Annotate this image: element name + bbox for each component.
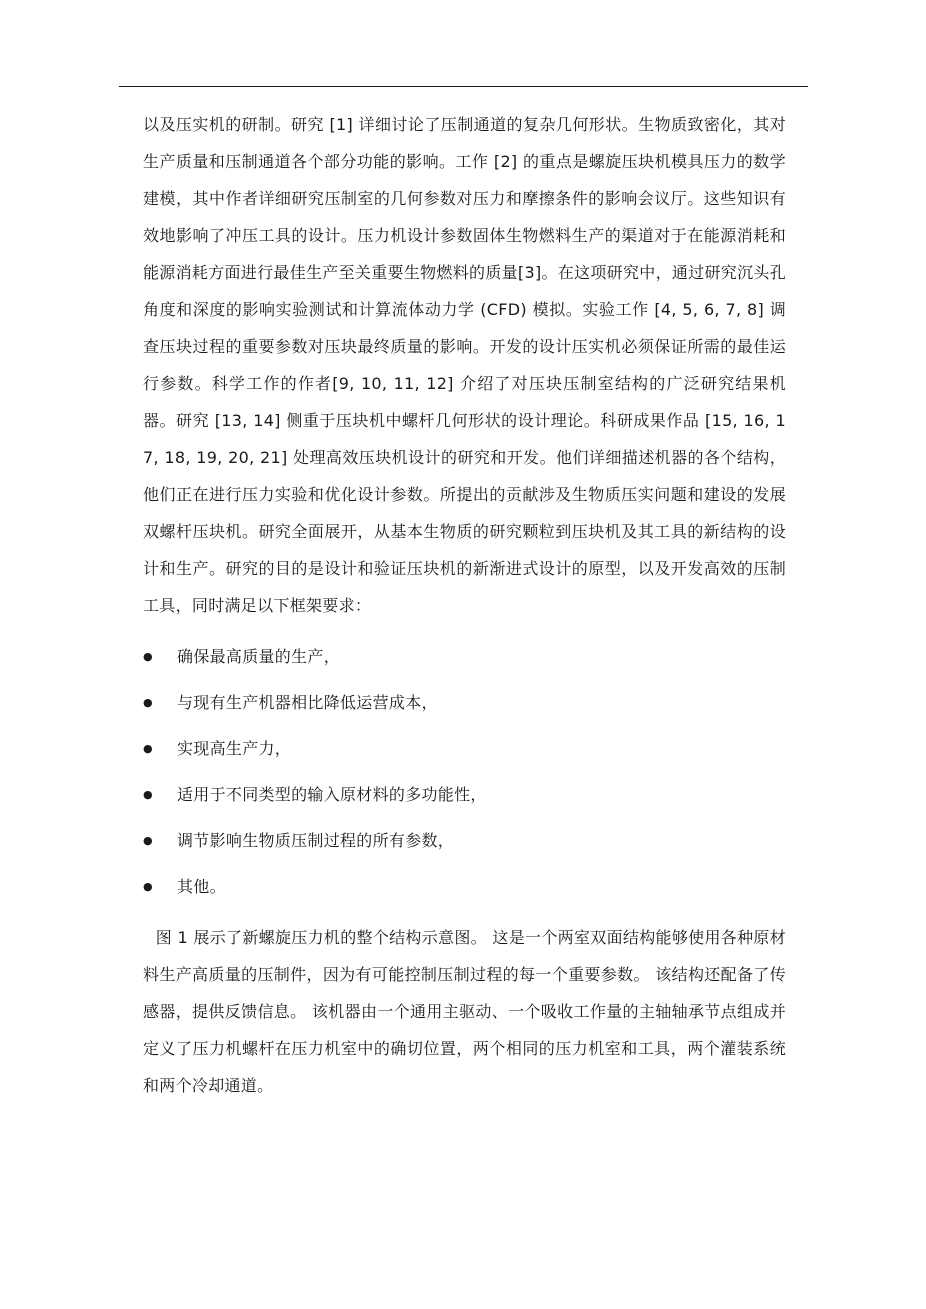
list-item-text: 其他。: [177, 877, 226, 896]
list-item-text: 适用于不同类型的输入原材料的多功能性，: [177, 785, 487, 804]
bullet-icon: ●: [143, 650, 153, 663]
list-item: [143, 822, 786, 859]
list-item-text: 实现高生产力，: [177, 739, 292, 758]
bullet-icon: ●: [143, 834, 153, 847]
list-item: [143, 776, 786, 813]
page-content: [143, 106, 786, 1104]
bullet-icon: ●: [143, 742, 153, 755]
bullet-icon: ●: [143, 696, 153, 709]
bullet-icon: ●: [143, 880, 153, 893]
list-item: [143, 868, 786, 905]
header-divider: [119, 86, 808, 87]
list-item: [143, 638, 786, 675]
list-item-text: 调节影响生物质压制过程的所有参数，: [177, 831, 455, 850]
body-paragraph: 以及压实机的研制。研究 [1] 详细讨论了压制通道的复杂几何形状。生物质致密化，其对生产质量和压制通道各个部分功能的影响。工作 [2] 的重点是螺旋压块机模具压力的数学建模，其中作者详细研究压制室的几何参数对压力和摩擦条件的影响会议厅。这些知识有效地影响了冲压工具的设计。压力机设计参数固体生物燃料生产的渠道对于在能源消耗和能源消耗方面进行最佳生产至关重要生物燃料的质量[3]。在这项研究中，通过研究沉头孔角度和深度的影响实验测试和计算流体动力学 (CFD) 模拟。实验工作 [4, 5, 6, 7, 8] 调查压块过程的重要参数对压块最终质量的影响。开发的设计压实机必须保证所需的最佳运行参数。科学工作的作者[9, 10, 11, 12] 介绍了对压块压制室结构的广泛研究结果机器。研究 [13, 14] 侧重于压块机中螺杆几何形状的设计理论。科研成果作品 [15, 16, 17, 18, 19, 20, 21] 处理高效压块机设计的研究和开发。他们详细描述机器的各个结构，他们正在进行压力实验和优化设计参数。所提出的贡献涉及生物质压实问题和建设的发展双螺杆压块机。研究全面展开，从基本生物质的研究颗粒到压块机及其工具的新结构的设计和生产。研究的目的是设计和验证压块机的新渐进式设计的原型，以及开发高效的压制工具，同时满足以下框架要求：: [143, 115, 786, 615]
bullet-list: [143, 638, 786, 905]
list-item-text: 与现有生产机器相比降低运营成本，: [177, 693, 438, 712]
list-item: [143, 730, 786, 767]
closing-paragraph: 图 1 展示了新螺旋压力机的整个结构示意图。 这是一个两室双面结构能够使用各种原材料生产高质量的压制件，因为有可能控制压制过程的每一个重要参数。 该结构还配备了传感器，提供反馈信息。 该机器由一个通用主驱动、一个吸收工作量的主轴轴承节点组成并定义了压力机螺杆在压力机室中的确切位置，两个相同的压力机室和工具，两个灌装系统和两个冷却通道。: [143, 928, 786, 1095]
list-item: [143, 684, 786, 721]
bullet-icon: ●: [143, 788, 153, 801]
list-item-text: 确保最高质量的生产，: [177, 647, 341, 666]
